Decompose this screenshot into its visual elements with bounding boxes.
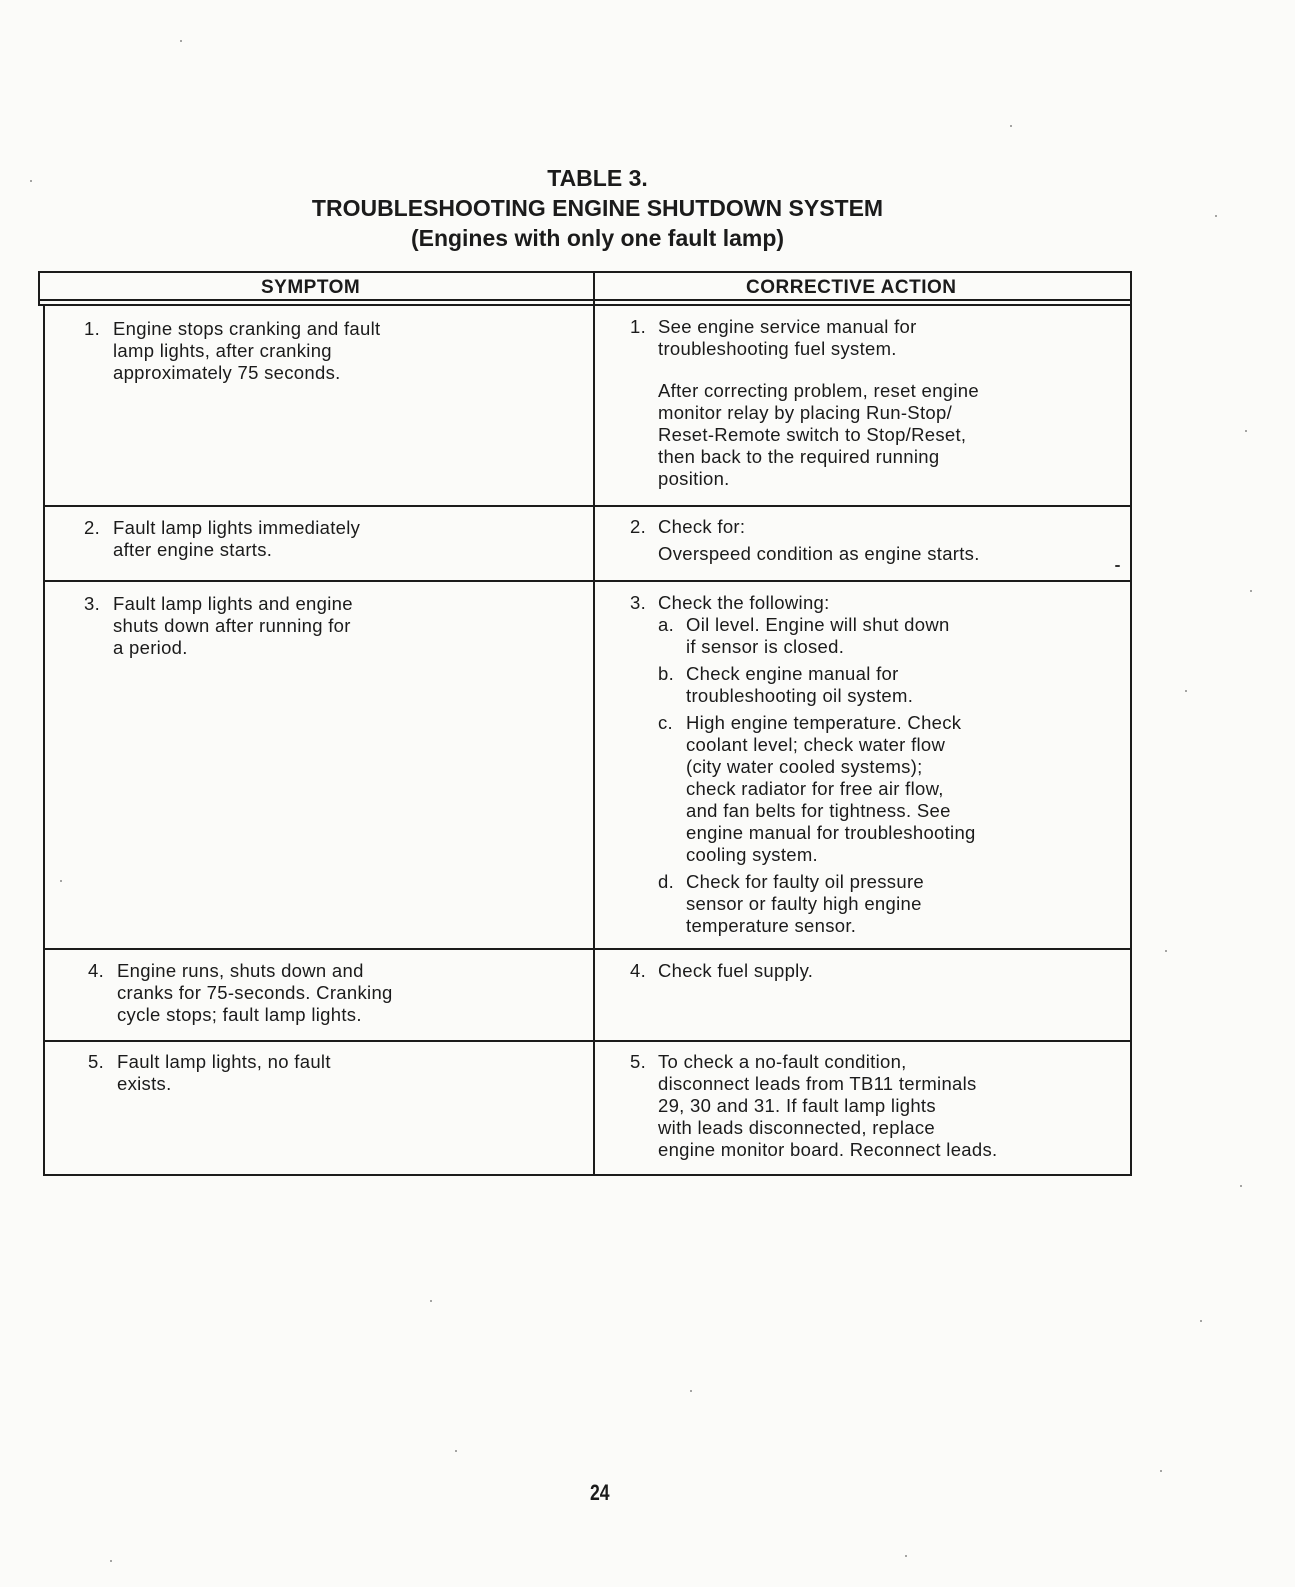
subitem-line: if sensor is closed. bbox=[686, 636, 845, 657]
action-line: Check for: bbox=[658, 516, 746, 537]
action-line: monitor relay by placing Run-Stop/ bbox=[658, 402, 953, 423]
action-line: engine monitor board. Reconnect leads. bbox=[658, 1139, 998, 1160]
symptom-line: Fault lamp lights immediately bbox=[113, 517, 361, 538]
header-corrective-action: CORRECTIVE ACTION bbox=[746, 277, 957, 298]
action-line: Overspeed condition as engine starts. bbox=[658, 543, 980, 564]
table-border-top bbox=[38, 271, 1132, 273]
subitem-letter: a. bbox=[658, 614, 675, 635]
action-line: After correcting problem, reset engine bbox=[658, 380, 979, 401]
symptom-line: cycle stops; fault lamp lights. bbox=[117, 1004, 362, 1025]
row-rule-4 bbox=[43, 1040, 1132, 1042]
subitem-line: High engine temperature. Check bbox=[686, 712, 962, 733]
subitem-line: coolant level; check water flow bbox=[686, 734, 946, 755]
action-cell-3 bbox=[630, 592, 976, 937]
row-rule-2 bbox=[43, 580, 1132, 582]
table-border-bottom bbox=[43, 1174, 1132, 1176]
action-line: See engine service manual for bbox=[658, 316, 917, 337]
action-cell-2 bbox=[630, 516, 980, 565]
subitem-letter: d. bbox=[658, 871, 675, 892]
page-number: 24 bbox=[590, 1480, 610, 1505]
header-symptom: SYMPTOM bbox=[261, 277, 361, 298]
symptom-line: after engine starts. bbox=[113, 539, 273, 560]
action-cell-1 bbox=[630, 316, 979, 490]
symptom-cell-5 bbox=[88, 1051, 331, 1095]
symptom-line: a period. bbox=[113, 637, 188, 658]
action-number: 3. bbox=[630, 592, 647, 613]
subitem-letter: b. bbox=[658, 663, 675, 684]
row-rule-3 bbox=[43, 948, 1132, 950]
subitem-d bbox=[658, 871, 976, 937]
action-line: To check a no-fault condition, bbox=[658, 1051, 907, 1072]
action-number: 5. bbox=[630, 1051, 647, 1072]
subitem-a bbox=[658, 614, 976, 658]
subitem-line: engine manual for troubleshooting bbox=[686, 822, 976, 843]
symptom-number: 5. bbox=[88, 1051, 105, 1072]
symptom-number: 3. bbox=[84, 593, 101, 614]
subitem-line: Check for faulty oil pressure bbox=[686, 871, 924, 892]
action-line: with leads disconnected, replace bbox=[658, 1117, 935, 1138]
subitem-line: Oil level. Engine will shut down bbox=[686, 614, 950, 635]
action-line: Reset-Remote switch to Stop/Reset, bbox=[658, 424, 967, 445]
symptom-line: Engine runs, shuts down and bbox=[117, 960, 364, 981]
table-border-left bbox=[38, 271, 40, 306]
action-line: Check the following: bbox=[658, 592, 830, 613]
symptom-line: Fault lamp lights, no fault bbox=[117, 1051, 331, 1072]
action-number: 2. bbox=[630, 516, 647, 537]
subitem-line: cooling system. bbox=[686, 844, 818, 865]
subitem-line: and fan belts for tightness. See bbox=[686, 800, 951, 821]
header-rule-1 bbox=[38, 299, 1132, 301]
subitem-line: temperature sensor. bbox=[686, 915, 857, 936]
subitem-line: troubleshooting oil system. bbox=[686, 685, 914, 706]
symptom-number: 2. bbox=[84, 517, 101, 538]
symptom-line: cranks for 75-seconds. Cranking bbox=[117, 982, 393, 1003]
subitem-line: sensor or faulty high engine bbox=[686, 893, 922, 914]
symptom-cell-3 bbox=[84, 593, 353, 659]
action-cell-5 bbox=[630, 1051, 997, 1161]
symptom-line: lamp lights, after cranking bbox=[113, 340, 332, 361]
symptom-line: shuts down after running for bbox=[113, 615, 351, 636]
table-title bbox=[0, 163, 1195, 253]
subitem-line: (city water cooled systems); bbox=[686, 756, 923, 777]
action-line: position. bbox=[658, 468, 730, 489]
symptom-line: exists. bbox=[117, 1073, 172, 1094]
header-rule-2 bbox=[38, 304, 1132, 306]
action-cell-4 bbox=[630, 960, 813, 982]
symptom-cell-4 bbox=[88, 960, 393, 1026]
action-number: 4. bbox=[630, 960, 647, 981]
action-line: disconnect leads from TB11 terminals bbox=[658, 1073, 977, 1094]
action-line: then back to the required running bbox=[658, 446, 940, 467]
symptom-cell-2 bbox=[84, 517, 360, 561]
action-line: troubleshooting fuel system. bbox=[658, 338, 897, 359]
symptom-line: approximately 75 seconds. bbox=[113, 362, 341, 383]
table-number: TABLE 3. bbox=[547, 165, 648, 191]
subitem-letter: c. bbox=[658, 712, 673, 733]
symptom-cell-1 bbox=[84, 318, 380, 384]
action-line: 29, 30 and 31. If fault lamp lights bbox=[658, 1095, 936, 1116]
table-border-left-body bbox=[43, 306, 45, 1176]
action-number: 1. bbox=[630, 316, 647, 337]
symptom-number: 4. bbox=[88, 960, 105, 981]
action-line: Check fuel supply. bbox=[658, 960, 814, 981]
subitem-line: Check engine manual for bbox=[686, 663, 899, 684]
subitem-b bbox=[658, 663, 976, 707]
subitem-c bbox=[658, 712, 976, 866]
symptom-line: Fault lamp lights and engine bbox=[113, 593, 353, 614]
symptom-number: 1. bbox=[84, 318, 101, 339]
symptom-line: Engine stops cranking and fault bbox=[113, 318, 381, 339]
table-subheading: (Engines with only one fault lamp) bbox=[410, 225, 785, 251]
subitem-line: check radiator for free air flow, bbox=[686, 778, 944, 799]
row-rule-1 bbox=[43, 505, 1132, 507]
table-heading: TROUBLESHOOTING ENGINE SHUTDOWN SYSTEM bbox=[311, 195, 884, 221]
